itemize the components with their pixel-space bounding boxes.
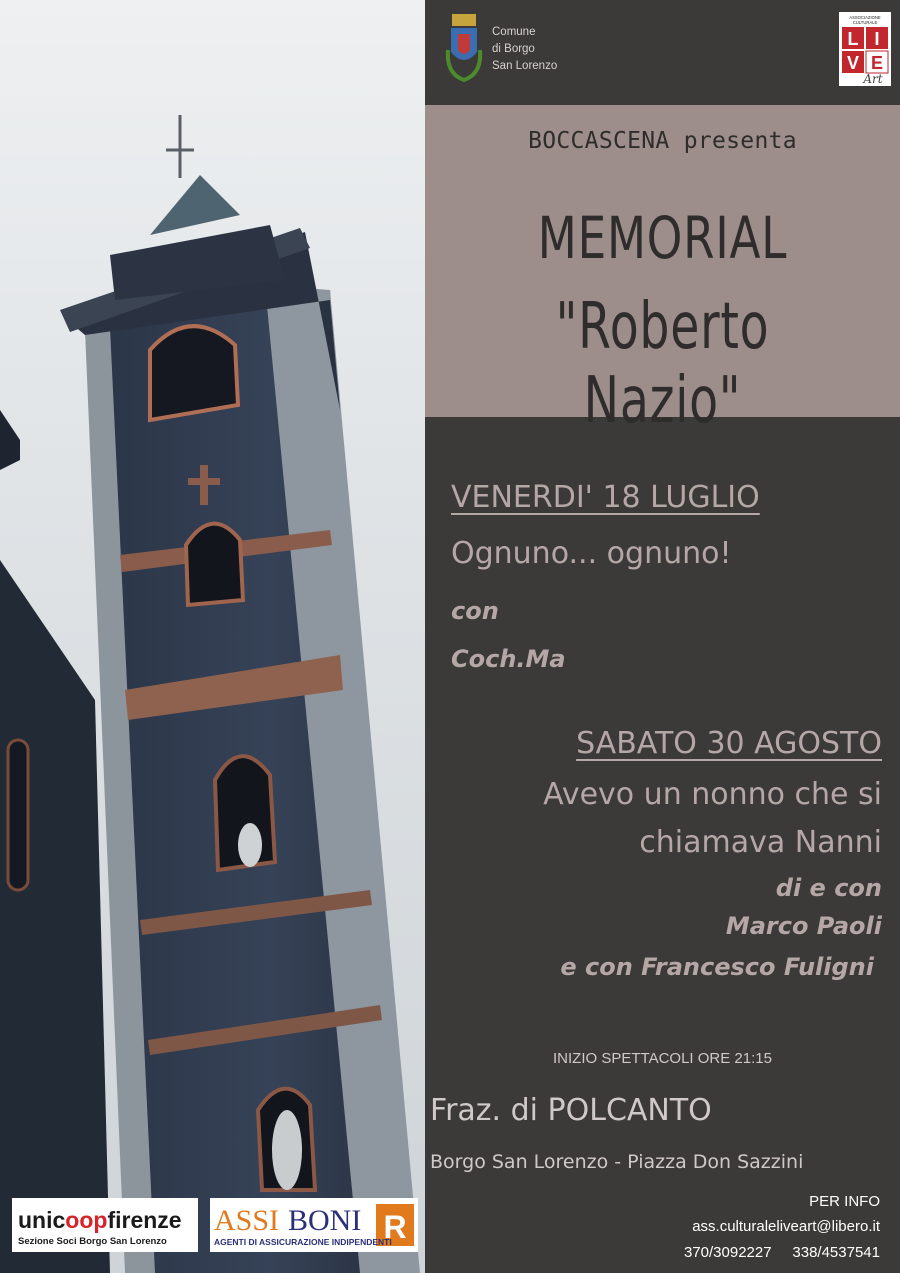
liveart-letter: E	[870, 53, 884, 73]
unicoop-logo	[12, 1198, 198, 1252]
event1-show-title: Ognuno... ognuno!	[451, 536, 732, 571]
unicoop-uni: unic	[18, 1207, 66, 1233]
event1-date: VENERDI' 18 LUGLIO	[451, 480, 760, 515]
liveart-letter: I	[874, 29, 880, 49]
assiboni-logo	[210, 1198, 418, 1252]
bell-tower-photo	[0, 0, 425, 1273]
liveart-logo	[839, 12, 891, 86]
svg-text:unicoopfirenze	[18, 1207, 182, 1233]
venue-frazione: Fraz. di POLCANTO	[430, 1093, 712, 1128]
assiboni-logo-graphic	[210, 1198, 418, 1252]
presenter-line: BOCCASCENA presenta	[528, 128, 797, 154]
info-label: PER INFO	[809, 1193, 880, 1210]
event2-credits-line1: di e con	[775, 874, 882, 902]
memorial-title: MEMORIAL	[537, 204, 788, 272]
event2-show-title-line2: chiamava Nanni	[639, 825, 882, 860]
comune-line: di Borgo	[492, 43, 535, 55]
liveart-letter: V	[846, 53, 860, 73]
unicoop-oop: oop	[65, 1207, 108, 1233]
unicoop-firenze: firenze	[107, 1207, 182, 1233]
contact-email: ass.culturaleliveart@libero.it	[692, 1218, 880, 1235]
event1-con: con	[451, 597, 499, 625]
assiboni-sub: AGENTI DI ASSICURAZIONE INDIPENDENTI	[214, 1237, 392, 1247]
liveart-logo-graphic	[839, 12, 891, 86]
venue-address: Borgo San Lorenzo - Piazza Don Sazzini	[430, 1151, 804, 1173]
unicoop-sub: Sezione Soci Borgo San Lorenzo	[18, 1236, 167, 1247]
unicoop-logo-graphic	[12, 1198, 198, 1252]
contact-phones: 370/3092227 338/4537541	[683, 1244, 880, 1261]
event2-credits-line2: Marco Paoli	[725, 912, 882, 940]
memorial-name: "Roberto Nazio"	[555, 290, 770, 438]
event2-show-title-line1: Avevo un nonno che si	[543, 777, 882, 812]
svg-text:R: R	[383, 1209, 407, 1245]
comune-line: San Lorenzo	[492, 60, 558, 72]
liveart-letter: L	[847, 29, 859, 49]
event2-date: SABATO 30 AGOSTO	[576, 726, 882, 761]
comune-label	[492, 24, 582, 75]
comune-crest-icon	[440, 10, 488, 82]
liveart-script: Art	[863, 72, 883, 86]
start-time: INIZIO SPETTACOLI ORE 21:15	[553, 1050, 772, 1067]
svg-text:CULTURALE: CULTURALE	[852, 20, 878, 25]
event2-credits-line3: e con Francesco Fuligni	[560, 953, 874, 981]
assiboni-boni: BONI	[288, 1204, 362, 1237]
assiboni-assi: ASSI	[214, 1204, 280, 1237]
comune-line: Comune	[492, 26, 536, 38]
bell-tower-illustration	[0, 0, 425, 1273]
svg-text:ASSOCIAZIONE: ASSOCIAZIONE	[849, 15, 881, 20]
event1-company: Coch.Ma	[451, 645, 566, 673]
